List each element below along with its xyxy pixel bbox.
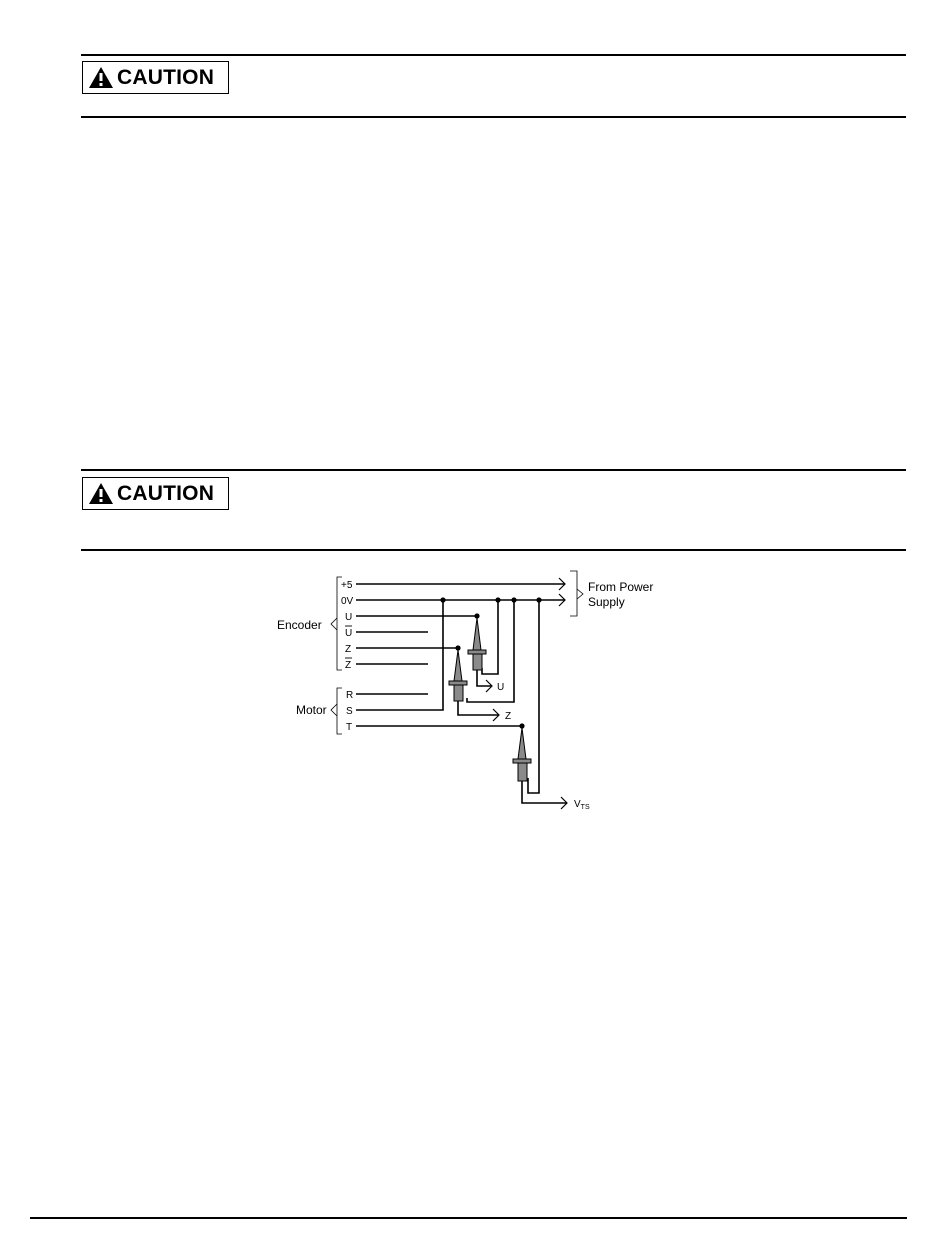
warning-triangle-icon [89,67,113,88]
power-supply-label-line2: Supply [588,595,625,609]
output-u-label: U [497,682,505,693]
output-z-label: Z [505,711,512,722]
encoder-line-0v: 0V [341,596,354,607]
encoder-line-z-bar: Z [345,660,352,671]
output-vts-label [574,799,590,811]
motor-group-label: Motor [296,703,327,717]
current-probe-u [468,618,486,670]
section-rule [81,469,906,471]
caution-label-1 [82,61,229,94]
warning-triangle-icon [89,483,113,504]
encoder-line-plus5: +5 [341,580,353,591]
output-vts-main: V [574,799,581,810]
motor-line-t: T [346,722,353,733]
caution-label-2 [82,477,229,510]
encoder-line-u-bar: U [345,628,353,639]
current-probe-z [449,650,467,701]
caution-text: CAUTION [117,481,215,505]
current-probe-vts [513,728,531,781]
footer-rule [30,1217,907,1219]
encoder-motor-wiring-diagram [270,570,670,820]
power-supply-label-line1: From Power [588,580,654,594]
motor-line-r: R [346,690,354,701]
encoder-line-z: Z [345,644,352,655]
motor-line-s: S [346,706,353,717]
encoder-line-u: U [345,612,353,623]
encoder-group-label: Encoder [277,618,322,632]
output-vts-sub: TS [580,804,590,811]
section-rule [81,549,906,551]
section-rule [81,116,906,118]
caution-text: CAUTION [117,65,215,89]
section-rule-top [81,54,906,56]
